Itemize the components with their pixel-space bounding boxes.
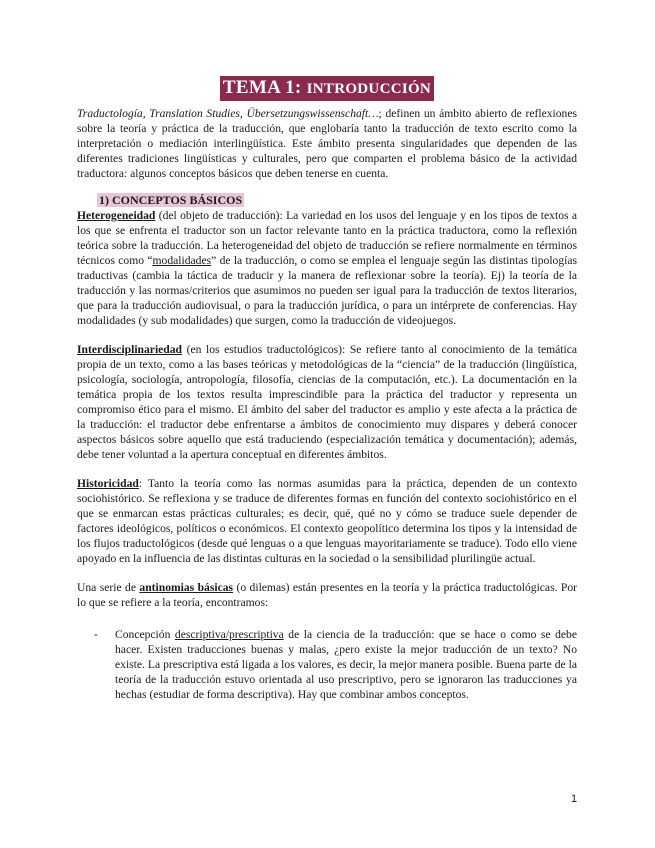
term-descriptiva-prescriptiva: descriptiva/prescriptiva bbox=[174, 628, 284, 641]
section-heading-text: 1) CONCEPTOS BÁSICOS bbox=[99, 193, 243, 207]
heterogeneidad-paragraph bbox=[77, 208, 577, 328]
document-page bbox=[77, 76, 577, 702]
heterogeneidad-text-1: (del objeto de traducción): La variedad en los usos del lenguaje y en los tipos de textos a los que se enfrenta el traductor son un factor relevante tanto en la práctica traductora, como la reflexión teórica sobre la traducción. La heterogeneidad del objeto de traducción se refiere normalmente en términos técnicos como “ bbox=[77, 209, 577, 267]
page-title bbox=[220, 76, 434, 101]
list-item bbox=[77, 627, 577, 702]
section-heading bbox=[97, 193, 577, 208]
interdisciplinariedad-text: (en los estudios traductológicos): Se refiere tanto al conocimiento de la temática propia de un texto, como a las bases teóricas y metodológicas de la “ciencia” de la traducción (lingüística, psicología, sociología, antropología, filosofía, ciencias de la computación, etc.). La documentación en la temática propia de los textos resulta imprescindible para la práctica del traductor y representa un compromiso ético para el mismo. El ámbito del saber del traductor es amplio y este afecta a la práctica de la traducción: el traductor debe enfrentarse a ámbitos de conocimiento muy dispares y deberá conocer aspectos básicos sobre aquello que está traduciendo (especialización temática y documentación); además, debe tener voluntad a la apertura conceptual en diferentes ámbitos. bbox=[77, 343, 577, 461]
title-sub: INTRODUCCIÓN bbox=[306, 81, 432, 97]
term-modalidades: modalidades bbox=[152, 254, 212, 267]
list-item-after: de la ciencia de la traducción: que se hace o como se debe hacer. Existen traducciones buenas y malas, ¿pero existe la mejor traducción de un texto? No existe. La prescriptiva está ligada a los valores, es decir, la mejor manera posible. Buena parte de la teoría de la traducción estuvo orientada al uso prescriptivo, pero se ignoraron las traducciones ya hechas (estudiar de forma descriptiva). Hay que combinar ambos conceptos. bbox=[115, 628, 577, 701]
title-container bbox=[77, 76, 577, 101]
term-heterogeneidad: Heterogeneidad bbox=[77, 209, 156, 222]
page-number: 1 bbox=[571, 793, 578, 805]
interdisciplinariedad-paragraph bbox=[77, 342, 577, 462]
term-antinomias: antinomias básicas bbox=[139, 581, 234, 594]
list-bullet: - bbox=[94, 628, 98, 641]
heterogeneidad-text-2: ” de la traducción, o como se emplea el lenguaje según las distintas tipologías traductivas (cambia la táctica de traducir y la manera de reflexionar sobre la teoría). Ej) la teoría de la traducción y las normas/criterios que asumimos no pueden ser igual para la traducción de textos literarios, que para la traducción audiovisual, o para la traducción jurídica, o para un intérprete de conferencias. Hay modalidades (y sub modalidades) que surgen, como la traducción de videojuegos. bbox=[77, 254, 578, 327]
historicidad-text: : Tanto la teoría como las normas asumidas para la práctica, dependen de un contexto sociohistórico. Se reflexiona y se traduce de diferentes formas en función del contexto sociohistórico en el que se enmarcan estas prácticas culturales; es decir, qué, qué no y cómo se traduce suele depender de factores ideológicos, políticos o económicos. El contexto geopolítico determina los tipos y la intensidad de los flujos traductológicos (desde qué lenguas o a que lenguas mayoritariamente se traduce). Todo ello viene apoyado en la influencia de las distintas culturas en la sociedad o la sensibilidad plurilingüe actual. bbox=[77, 477, 577, 565]
intro-text: ; definen un ámbito abierto de reflexiones sobre la teoría y práctica de la traducción, que englobaría tanto la traducción de texto escrito como la interpretación o mediación interlingüística. Este ámbito presenta singularidades que dependen de las diferentes tradiciones lingüísticas y culturales, pero que comparten el problema básico de la actividad traductora: algunos conceptos básicos que deben tenerse en cuenta. bbox=[77, 107, 577, 180]
list-item-text bbox=[115, 627, 577, 702]
term-interdisciplinariedad: Interdisciplinariedad bbox=[77, 343, 183, 356]
intro-paragraph bbox=[77, 106, 577, 181]
antinomias-before: Una serie de bbox=[77, 581, 140, 594]
antinomias-after: (o dilemas) están presentes en la teoría y la práctica traductológicas. Por lo que se refiere a la teoría, encontramos: bbox=[77, 581, 578, 609]
intro-terms: Traductología, Translation Studies, Übersetzungswissenschaft… bbox=[77, 107, 379, 120]
title-main: TEMA 1: bbox=[222, 77, 302, 98]
antinomias-paragraph bbox=[77, 580, 577, 610]
historicidad-paragraph bbox=[77, 476, 577, 566]
list-item-before: Concepción bbox=[115, 628, 175, 641]
term-historicidad: Historicidad bbox=[77, 477, 139, 490]
